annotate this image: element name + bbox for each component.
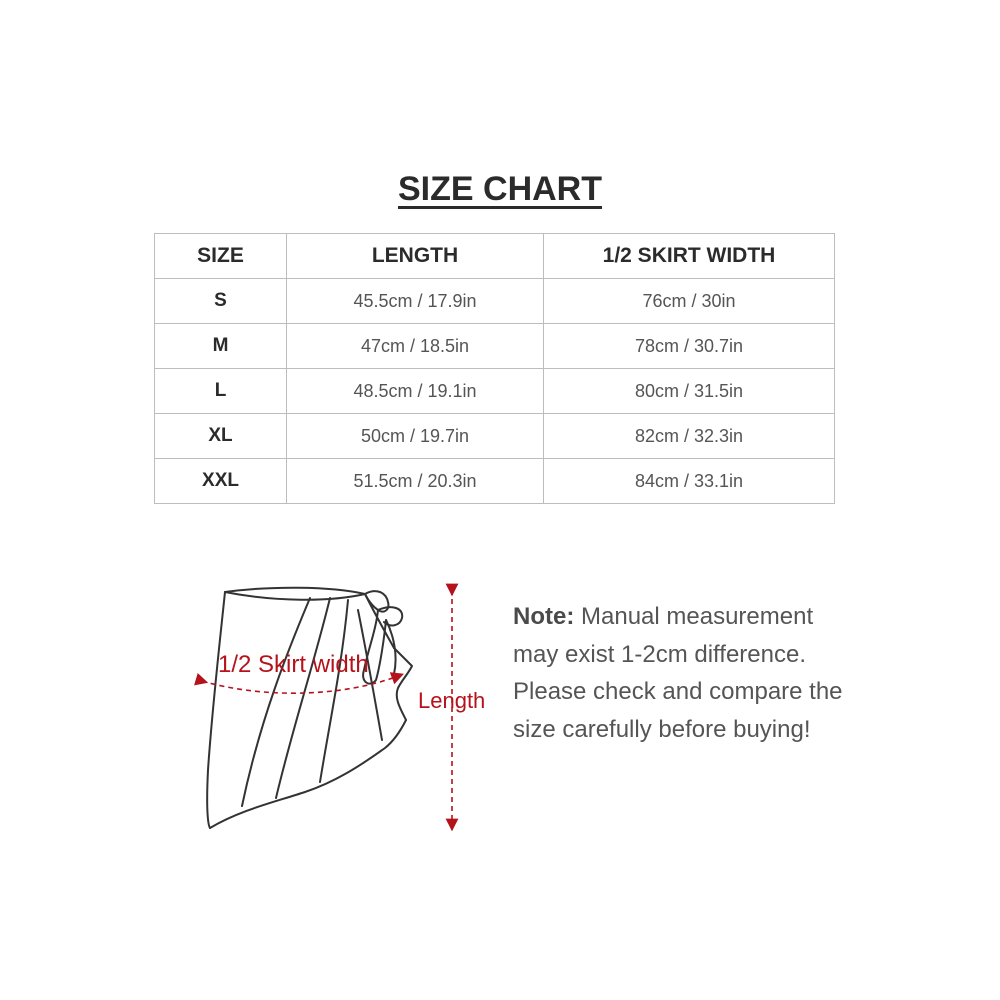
- table-row: [155, 324, 835, 369]
- skirt-measurement-diagram: [180, 570, 500, 840]
- note-text: Manual measurement may exist 1-2cm difference. Please check and compare the size carefully before buying!: [513, 603, 843, 743]
- note-label: Note:: [513, 603, 575, 630]
- size-cell: S: [155, 279, 287, 324]
- width-label: 1/2 Skirt width: [218, 651, 369, 678]
- width-cell: 78cm / 30.7in: [544, 324, 835, 369]
- table-row: [155, 414, 835, 459]
- column-header-width: 1/2 SKIRT WIDTH: [544, 234, 835, 279]
- column-header-length: LENGTH: [287, 234, 544, 279]
- page-title: [0, 168, 1000, 210]
- length-cell: 51.5cm / 20.3in: [287, 459, 544, 504]
- length-cell: 45.5cm / 17.9in: [287, 279, 544, 324]
- table-header-row: [155, 234, 835, 279]
- width-cell: 80cm / 31.5in: [544, 369, 835, 414]
- width-cell: 82cm / 32.3in: [544, 414, 835, 459]
- skirt-outline-icon: [207, 588, 412, 828]
- width-measure-line: [202, 676, 398, 693]
- length-cell: 47cm / 18.5in: [287, 324, 544, 369]
- table-row: [155, 459, 835, 504]
- table-row: [155, 279, 835, 324]
- length-cell: 50cm / 19.7in: [287, 414, 544, 459]
- width-cell: 76cm / 30in: [544, 279, 835, 324]
- size-cell: XXL: [155, 459, 287, 504]
- size-cell: M: [155, 324, 287, 369]
- length-cell: 48.5cm / 19.1in: [287, 369, 544, 414]
- size-table: [154, 233, 835, 504]
- size-cell: XL: [155, 414, 287, 459]
- column-header-size: SIZE: [155, 234, 287, 279]
- page-title-text: SIZE CHART: [398, 170, 602, 208]
- length-label: Length: [418, 688, 486, 713]
- measurement-note: [513, 598, 863, 748]
- size-cell: L: [155, 369, 287, 414]
- width-cell: 84cm / 33.1in: [544, 459, 835, 504]
- table-row: [155, 369, 835, 414]
